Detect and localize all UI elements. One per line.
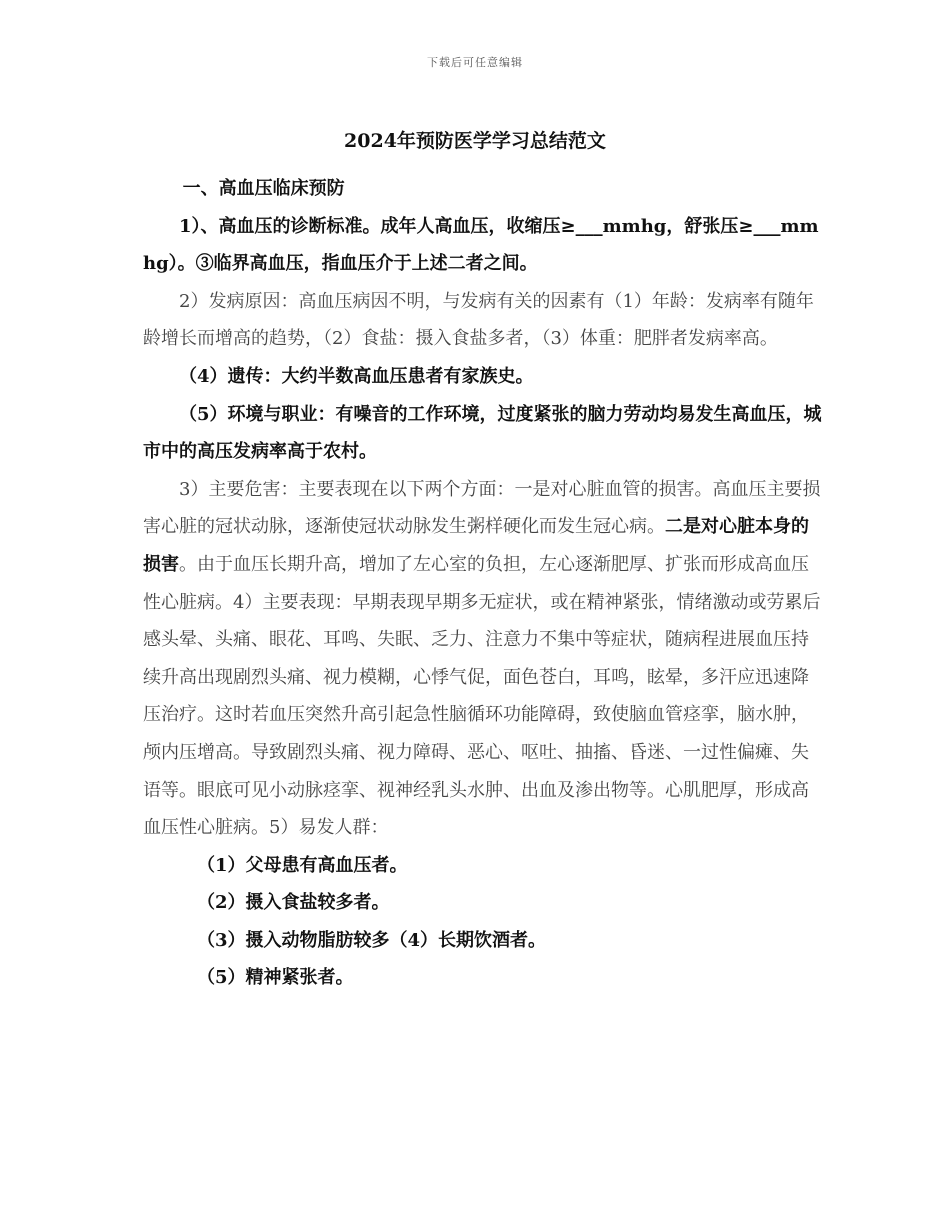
environment-paragraph: （5）环境与职业：有噪音的工作环境，过度紧张的脑力劳动均易发生高血压，城市中的高压发病率高于农村。 — [143, 403, 822, 463]
document-body — [143, 170, 823, 997]
harm-text-part1: 3）主要危害：主要表现在以下两个方面：一是对心脏血管的损害。高血压主要损害心脏的冠状动脉，逐渐使冠状动脉发生粥样硬化而发生冠心病。 — [143, 478, 821, 538]
causes-paragraph: 2）发病原因：高血压病因不明，与发病有关的因素有（1）年龄：发病率有随年龄增长而增高的趋势，（2）食盐：摄入食盐多者，（3）体重：肥胖者发病率高。 — [143, 290, 814, 350]
risk-group-item: （2）摄入食盐较多者。 — [197, 892, 390, 914]
harm-text-bold: 二是对心脏本身的损害 — [143, 516, 809, 575]
heredity-paragraph: （4）遗传：大约半数高血压患者有家族史。 — [179, 365, 534, 387]
risk-group-item: （3）摄入动物脂肪较多（4）长期饮酒者。 — [197, 929, 547, 951]
risk-group-item: （1）父母患有高血压者。 — [197, 854, 408, 876]
risk-group-item: （5）精神紧张者。 — [197, 967, 354, 989]
page-header: 下载后可任意编辑 — [427, 56, 523, 69]
document-title: 2024年预防医学学习总结范文 — [344, 130, 606, 152]
diagnosis-paragraph: 1）、高血压的诊断标准。成年人高血压，收缩压≥___mmhg，舒张压≥___mmhg）。③临界高血压，指血压介于上述二者之间。 — [143, 215, 819, 275]
harm-text-part2: 。由于血压长期升高，增加了左心室的负担，左心逐渐肥厚、扩张而形成高血压性心脏病。4）主要表现：早期表现早期多无症状，或在精神紧张，情绪激动或劳累后感头晕、头痛、眼花、耳鸣、失眠、乏力、注意力不集中等症状，随病程进展血压持续升高出现剧烈头痛、视力模糊，心悸气促，面色苍白，耳鸣，眩晕，多汗应迅速降压治疗。这时若血压突然升高引起急性脑循环功能障碍，致使脑血管痉挛，脑水肿，颅内压增高。导致剧烈头痛、视力障碍、恶心、呕吐、抽搐、昏迷、一过性偏瘫、失语等。眼底可见小动脉痉挛、视神经乳头水肿、出血及渗出物等。心肌肥厚，形成高血压性心脏病。5）易发人群： — [143, 553, 821, 839]
harm-paragraph — [143, 471, 823, 847]
section-heading: 一、高血压临床预防 — [182, 178, 345, 199]
